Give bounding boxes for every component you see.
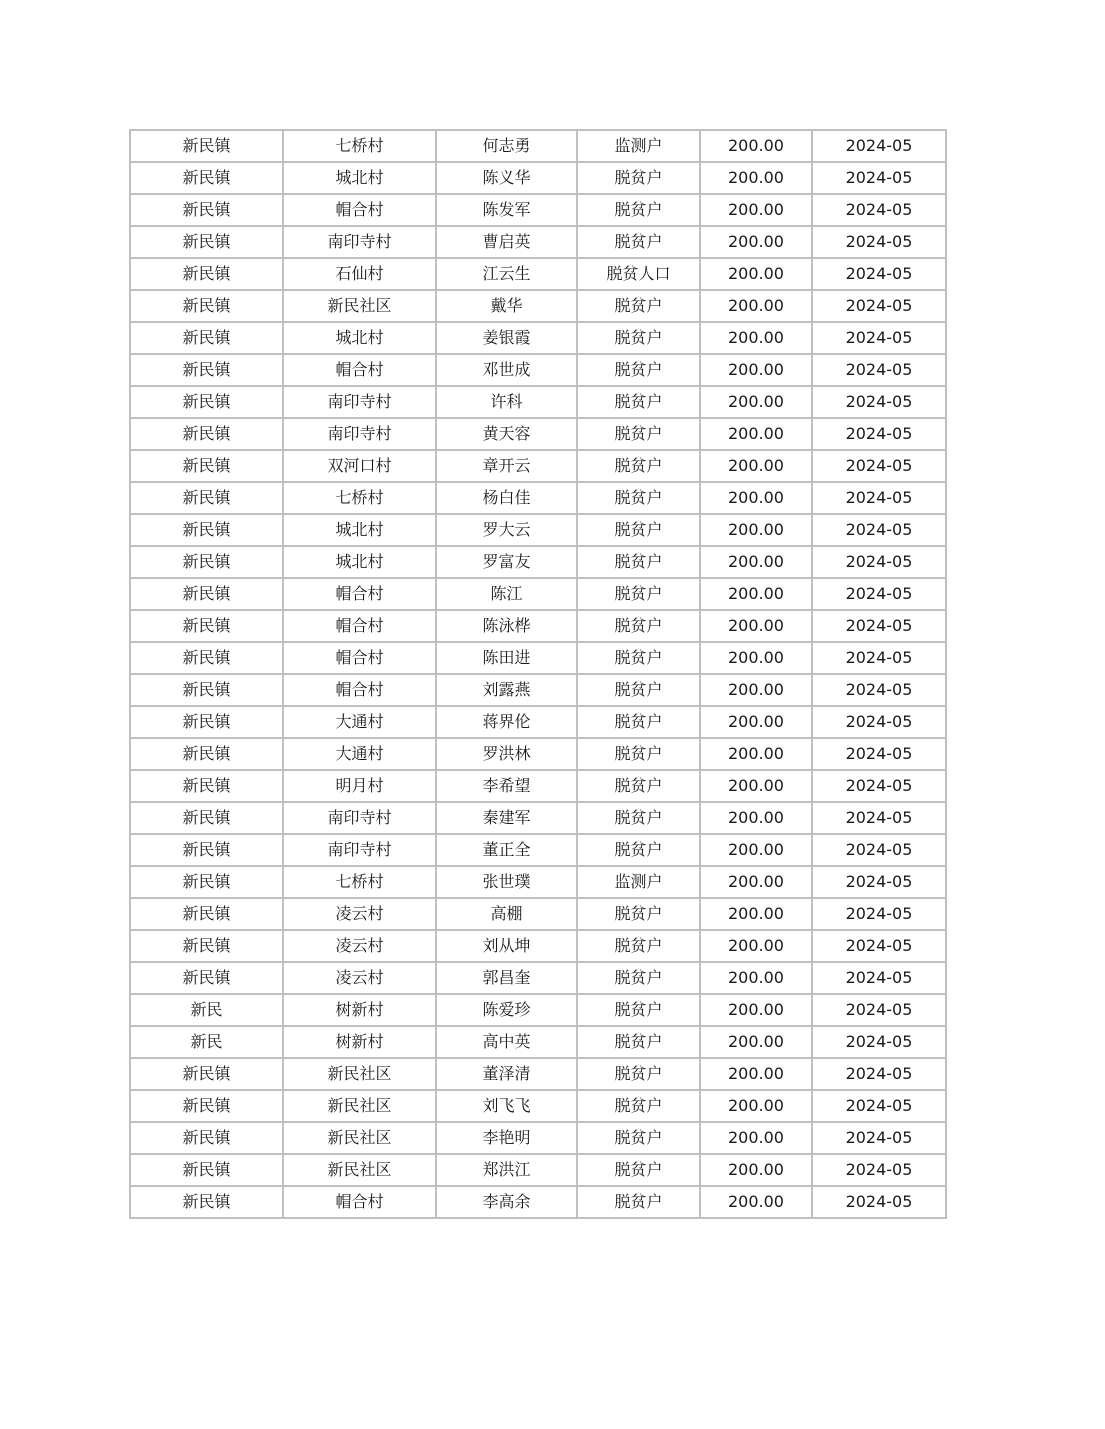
name-cell: 李高余 — [436, 1186, 577, 1218]
village-cell: 七桥村 — [283, 130, 436, 162]
amount-cell: 200.00 — [700, 226, 812, 258]
category-cell: 脱贫户 — [577, 930, 700, 962]
category-cell: 脱贫户 — [577, 642, 700, 674]
table-row — [130, 610, 946, 642]
amount-cell: 200.00 — [700, 802, 812, 834]
month-cell: 2024-05 — [812, 290, 946, 322]
amount-cell: 200.00 — [700, 482, 812, 514]
month-cell: 2024-05 — [812, 930, 946, 962]
table-row — [130, 962, 946, 994]
subsidy-records-table — [129, 129, 947, 1219]
amount-cell: 200.00 — [700, 770, 812, 802]
name-cell: 陈发军 — [436, 194, 577, 226]
amount-cell: 200.00 — [700, 1026, 812, 1058]
amount-cell: 200.00 — [700, 898, 812, 930]
amount-cell: 200.00 — [700, 450, 812, 482]
name-cell: 秦建军 — [436, 802, 577, 834]
table-row — [130, 418, 946, 450]
amount-cell: 200.00 — [700, 962, 812, 994]
village-cell: 城北村 — [283, 162, 436, 194]
town-cell: 新民 — [130, 994, 283, 1026]
name-cell: 何志勇 — [436, 130, 577, 162]
name-cell: 陈田进 — [436, 642, 577, 674]
town-cell: 新民镇 — [130, 706, 283, 738]
table-row — [130, 514, 946, 546]
village-cell: 南印寺村 — [283, 802, 436, 834]
table-row — [130, 866, 946, 898]
town-cell: 新民镇 — [130, 898, 283, 930]
village-cell: 双河口村 — [283, 450, 436, 482]
table-row — [130, 706, 946, 738]
table-row — [130, 258, 946, 290]
month-cell: 2024-05 — [812, 514, 946, 546]
village-cell: 七桥村 — [283, 482, 436, 514]
table-row — [130, 994, 946, 1026]
amount-cell: 200.00 — [700, 706, 812, 738]
table-row — [130, 226, 946, 258]
village-cell: 新民社区 — [283, 290, 436, 322]
town-cell: 新民镇 — [130, 866, 283, 898]
category-cell: 监测户 — [577, 866, 700, 898]
amount-cell: 200.00 — [700, 194, 812, 226]
category-cell: 脱贫户 — [577, 226, 700, 258]
amount-cell: 200.00 — [700, 834, 812, 866]
amount-cell: 200.00 — [700, 354, 812, 386]
table-row — [130, 1026, 946, 1058]
village-cell: 帽合村 — [283, 578, 436, 610]
amount-cell: 200.00 — [700, 386, 812, 418]
town-cell: 新民镇 — [130, 418, 283, 450]
name-cell: 章开云 — [436, 450, 577, 482]
village-cell: 新民社区 — [283, 1122, 436, 1154]
town-cell: 新民镇 — [130, 194, 283, 226]
category-cell: 脱贫户 — [577, 1026, 700, 1058]
village-cell: 凌云村 — [283, 962, 436, 994]
table-row — [130, 1154, 946, 1186]
category-cell: 脱贫户 — [577, 610, 700, 642]
village-cell: 七桥村 — [283, 866, 436, 898]
name-cell: 蒋界伦 — [436, 706, 577, 738]
category-cell: 脱贫户 — [577, 962, 700, 994]
category-cell: 脱贫户 — [577, 802, 700, 834]
month-cell: 2024-05 — [812, 642, 946, 674]
village-cell: 南印寺村 — [283, 834, 436, 866]
table-row — [130, 1122, 946, 1154]
village-cell: 树新村 — [283, 1026, 436, 1058]
name-cell: 李艳明 — [436, 1122, 577, 1154]
table-row — [130, 1186, 946, 1218]
amount-cell: 200.00 — [700, 866, 812, 898]
table-row — [130, 770, 946, 802]
category-cell: 脱贫户 — [577, 1186, 700, 1218]
month-cell: 2024-05 — [812, 994, 946, 1026]
table-row — [130, 482, 946, 514]
amount-cell: 200.00 — [700, 258, 812, 290]
category-cell: 脱贫户 — [577, 418, 700, 450]
village-cell: 帽合村 — [283, 674, 436, 706]
town-cell: 新民镇 — [130, 578, 283, 610]
town-cell: 新民镇 — [130, 322, 283, 354]
category-cell: 脱贫户 — [577, 898, 700, 930]
town-cell: 新民镇 — [130, 674, 283, 706]
amount-cell: 200.00 — [700, 1058, 812, 1090]
category-cell: 监测户 — [577, 130, 700, 162]
town-cell: 新民镇 — [130, 450, 283, 482]
village-cell: 城北村 — [283, 546, 436, 578]
table-row — [130, 162, 946, 194]
category-cell: 脱贫户 — [577, 450, 700, 482]
name-cell: 许科 — [436, 386, 577, 418]
month-cell: 2024-05 — [812, 1122, 946, 1154]
amount-cell: 200.00 — [700, 1122, 812, 1154]
name-cell: 张世璞 — [436, 866, 577, 898]
amount-cell: 200.00 — [700, 130, 812, 162]
month-cell: 2024-05 — [812, 322, 946, 354]
month-cell: 2024-05 — [812, 354, 946, 386]
village-cell: 帽合村 — [283, 610, 436, 642]
amount-cell: 200.00 — [700, 578, 812, 610]
table-row — [130, 1058, 946, 1090]
town-cell: 新民镇 — [130, 738, 283, 770]
name-cell: 董泽清 — [436, 1058, 577, 1090]
month-cell: 2024-05 — [812, 162, 946, 194]
name-cell: 陈江 — [436, 578, 577, 610]
table-row — [130, 674, 946, 706]
month-cell: 2024-05 — [812, 834, 946, 866]
month-cell: 2024-05 — [812, 738, 946, 770]
amount-cell: 200.00 — [700, 1154, 812, 1186]
table-row — [130, 354, 946, 386]
name-cell: 刘飞飞 — [436, 1090, 577, 1122]
category-cell: 脱贫户 — [577, 322, 700, 354]
amount-cell: 200.00 — [700, 514, 812, 546]
category-cell: 脱贫户 — [577, 354, 700, 386]
amount-cell: 200.00 — [700, 610, 812, 642]
category-cell: 脱贫户 — [577, 386, 700, 418]
table-row — [130, 578, 946, 610]
town-cell: 新民镇 — [130, 1122, 283, 1154]
table-row — [130, 738, 946, 770]
name-cell: 陈爱珍 — [436, 994, 577, 1026]
name-cell: 李希望 — [436, 770, 577, 802]
town-cell: 新民镇 — [130, 514, 283, 546]
table-row — [130, 130, 946, 162]
table-row — [130, 834, 946, 866]
village-cell: 帽合村 — [283, 194, 436, 226]
month-cell: 2024-05 — [812, 386, 946, 418]
town-cell: 新民镇 — [130, 610, 283, 642]
town-cell: 新民镇 — [130, 1090, 283, 1122]
month-cell: 2024-05 — [812, 962, 946, 994]
amount-cell: 200.00 — [700, 418, 812, 450]
month-cell: 2024-05 — [812, 1026, 946, 1058]
month-cell: 2024-05 — [812, 898, 946, 930]
category-cell: 脱贫户 — [577, 1090, 700, 1122]
table-row — [130, 450, 946, 482]
month-cell: 2024-05 — [812, 226, 946, 258]
month-cell: 2024-05 — [812, 578, 946, 610]
town-cell: 新民镇 — [130, 546, 283, 578]
town-cell: 新民镇 — [130, 258, 283, 290]
table-row — [130, 386, 946, 418]
month-cell: 2024-05 — [812, 482, 946, 514]
amount-cell: 200.00 — [700, 290, 812, 322]
name-cell: 罗洪林 — [436, 738, 577, 770]
name-cell: 邓世成 — [436, 354, 577, 386]
name-cell: 姜银霞 — [436, 322, 577, 354]
month-cell: 2024-05 — [812, 546, 946, 578]
name-cell: 罗大云 — [436, 514, 577, 546]
category-cell: 脱贫户 — [577, 994, 700, 1026]
town-cell: 新民镇 — [130, 1186, 283, 1218]
category-cell: 脱贫户 — [577, 482, 700, 514]
town-cell: 新民镇 — [130, 130, 283, 162]
town-cell: 新民镇 — [130, 354, 283, 386]
category-cell: 脱贫户 — [577, 194, 700, 226]
town-cell: 新民镇 — [130, 386, 283, 418]
town-cell: 新民镇 — [130, 962, 283, 994]
name-cell: 刘从坤 — [436, 930, 577, 962]
month-cell: 2024-05 — [812, 1090, 946, 1122]
category-cell: 脱贫户 — [577, 834, 700, 866]
table-row — [130, 930, 946, 962]
month-cell: 2024-05 — [812, 130, 946, 162]
month-cell: 2024-05 — [812, 610, 946, 642]
table-row — [130, 642, 946, 674]
table-row — [130, 898, 946, 930]
name-cell: 曹启英 — [436, 226, 577, 258]
amount-cell: 200.00 — [700, 1090, 812, 1122]
town-cell: 新民镇 — [130, 834, 283, 866]
village-cell: 南印寺村 — [283, 418, 436, 450]
name-cell: 陈泳桦 — [436, 610, 577, 642]
table-row — [130, 194, 946, 226]
village-cell: 树新村 — [283, 994, 436, 1026]
table-row — [130, 546, 946, 578]
category-cell: 脱贫户 — [577, 738, 700, 770]
category-cell: 脱贫人口 — [577, 258, 700, 290]
amount-cell: 200.00 — [700, 994, 812, 1026]
village-cell: 帽合村 — [283, 1186, 436, 1218]
table-row — [130, 802, 946, 834]
category-cell: 脱贫户 — [577, 290, 700, 322]
category-cell: 脱贫户 — [577, 1122, 700, 1154]
name-cell: 杨白佳 — [436, 482, 577, 514]
name-cell: 高中英 — [436, 1026, 577, 1058]
town-cell: 新民镇 — [130, 1058, 283, 1090]
name-cell: 江云生 — [436, 258, 577, 290]
month-cell: 2024-05 — [812, 1058, 946, 1090]
amount-cell: 200.00 — [700, 1186, 812, 1218]
name-cell: 郑洪江 — [436, 1154, 577, 1186]
village-cell: 城北村 — [283, 514, 436, 546]
amount-cell: 200.00 — [700, 738, 812, 770]
amount-cell: 200.00 — [700, 322, 812, 354]
amount-cell: 200.00 — [700, 162, 812, 194]
category-cell: 脱贫户 — [577, 674, 700, 706]
name-cell: 高棚 — [436, 898, 577, 930]
village-cell: 城北村 — [283, 322, 436, 354]
name-cell: 董正全 — [436, 834, 577, 866]
village-cell: 新民社区 — [283, 1154, 436, 1186]
town-cell: 新民 — [130, 1026, 283, 1058]
name-cell: 陈义华 — [436, 162, 577, 194]
village-cell: 新民社区 — [283, 1090, 436, 1122]
category-cell: 脱贫户 — [577, 1058, 700, 1090]
month-cell: 2024-05 — [812, 770, 946, 802]
name-cell: 刘露燕 — [436, 674, 577, 706]
village-cell: 帽合村 — [283, 642, 436, 674]
village-cell: 明月村 — [283, 770, 436, 802]
town-cell: 新民镇 — [130, 482, 283, 514]
village-cell: 石仙村 — [283, 258, 436, 290]
month-cell: 2024-05 — [812, 866, 946, 898]
table-row — [130, 1090, 946, 1122]
amount-cell: 200.00 — [700, 674, 812, 706]
town-cell: 新民镇 — [130, 226, 283, 258]
amount-cell: 200.00 — [700, 546, 812, 578]
category-cell: 脱贫户 — [577, 514, 700, 546]
category-cell: 脱贫户 — [577, 162, 700, 194]
name-cell: 郭昌奎 — [436, 962, 577, 994]
town-cell: 新民镇 — [130, 642, 283, 674]
category-cell: 脱贫户 — [577, 706, 700, 738]
month-cell: 2024-05 — [812, 418, 946, 450]
village-cell: 凌云村 — [283, 898, 436, 930]
amount-cell: 200.00 — [700, 930, 812, 962]
village-cell: 大通村 — [283, 738, 436, 770]
village-cell: 大通村 — [283, 706, 436, 738]
village-cell: 凌云村 — [283, 930, 436, 962]
village-cell: 帽合村 — [283, 354, 436, 386]
town-cell: 新民镇 — [130, 802, 283, 834]
table-body — [130, 130, 946, 1218]
name-cell: 黄天容 — [436, 418, 577, 450]
month-cell: 2024-05 — [812, 194, 946, 226]
month-cell: 2024-05 — [812, 802, 946, 834]
town-cell: 新民镇 — [130, 290, 283, 322]
month-cell: 2024-05 — [812, 450, 946, 482]
category-cell: 脱贫户 — [577, 1154, 700, 1186]
month-cell: 2024-05 — [812, 1186, 946, 1218]
name-cell: 罗富友 — [436, 546, 577, 578]
village-cell: 南印寺村 — [283, 226, 436, 258]
month-cell: 2024-05 — [812, 706, 946, 738]
month-cell: 2024-05 — [812, 1154, 946, 1186]
month-cell: 2024-05 — [812, 674, 946, 706]
category-cell: 脱贫户 — [577, 770, 700, 802]
category-cell: 脱贫户 — [577, 578, 700, 610]
category-cell: 脱贫户 — [577, 546, 700, 578]
village-cell: 新民社区 — [283, 1058, 436, 1090]
table-row — [130, 290, 946, 322]
town-cell: 新民镇 — [130, 930, 283, 962]
name-cell: 戴华 — [436, 290, 577, 322]
town-cell: 新民镇 — [130, 162, 283, 194]
town-cell: 新民镇 — [130, 1154, 283, 1186]
village-cell: 南印寺村 — [283, 386, 436, 418]
month-cell: 2024-05 — [812, 258, 946, 290]
table-row — [130, 322, 946, 354]
town-cell: 新民镇 — [130, 770, 283, 802]
amount-cell: 200.00 — [700, 642, 812, 674]
